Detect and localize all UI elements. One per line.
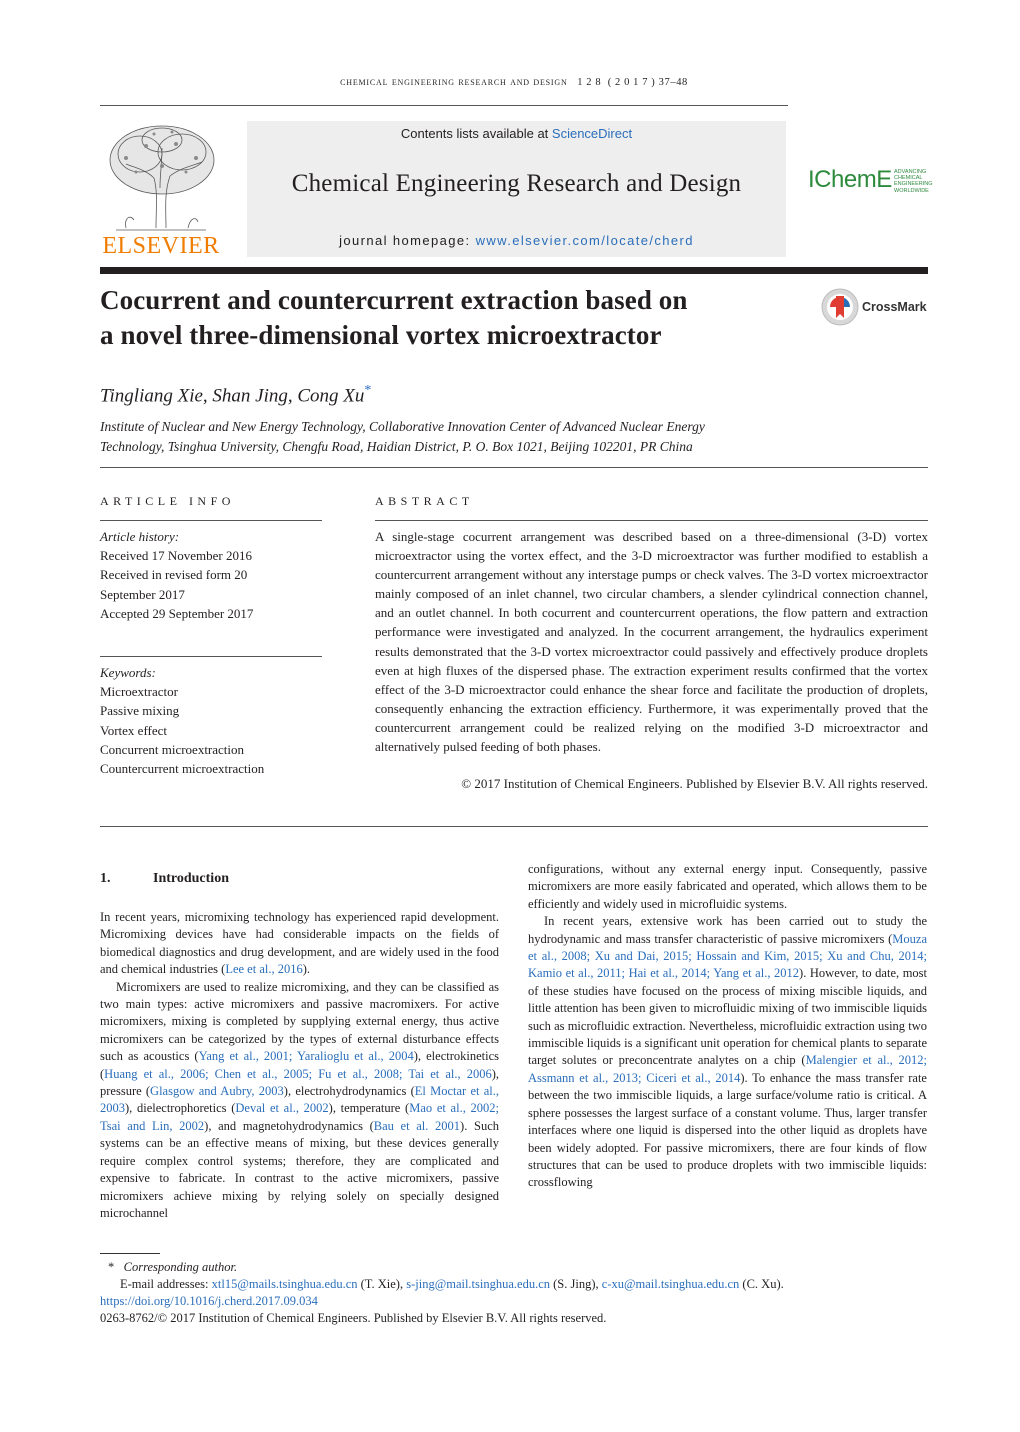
citation-link[interactable]: Deval et al., 2002 <box>235 1101 329 1116</box>
abstract-heading: ABSTRACT <box>375 494 474 508</box>
running-header <box>100 76 928 88</box>
homepage-prefix: journal homepage: <box>339 233 476 248</box>
keyword-item: Countercurrent microextraction <box>100 761 265 777</box>
footnotes <box>100 1259 928 1327</box>
corresponding-author-mark[interactable]: * <box>364 383 372 398</box>
citation-link[interactable]: Lee et al., 2016 <box>225 962 303 977</box>
section-title: Introduction <box>153 871 229 886</box>
keyword-item: Passive mixing <box>100 703 180 719</box>
keyword-item: Concurrent microextraction <box>100 741 245 757</box>
affiliation-line-1: Institute of Nuclear and New Energy Technology, Collaborative Innovation Center of Advanced Nuclear Energy <box>100 419 705 434</box>
crossmark-label[interactable]: CrossMark <box>862 300 927 314</box>
history-entry: Accepted 29 September 2017 <box>100 605 254 621</box>
email-link[interactable]: xtl15@mails.tsinghua.edu.cn <box>211 1277 358 1291</box>
sciencedirect-link[interactable]: ScienceDirect <box>551 126 633 141</box>
keyword-item: Microextractor <box>100 684 178 700</box>
history-entry: Received in revised form 20 <box>100 567 248 583</box>
journal-homepage-link[interactable]: www.elsevier.com/locate/cherd <box>475 233 694 248</box>
masthead-thick-rule <box>100 267 928 274</box>
section-heading-introduction <box>100 871 229 887</box>
article-history <box>100 527 322 623</box>
icheme-logo-text: IChemE <box>808 166 892 193</box>
doi-line <box>100 1293 928 1310</box>
section-number: 1. <box>100 871 111 886</box>
paragraph: Micromixers are used to realize micromixing, and they can be classified as two main types: active micromixers and passive macromixers. For active micromixers, mixing is completed by supplying external energy, thus active micromixers can be categorized by the types of external disturbance effects such as acoustics (Yang et al., 2001; Yaralioglu et al., 2004), electrokinetics (Huang et al., 2006; Chen et al., 2005; Fu et al., 2008; Tai et al., 2006), pressure (Glasgow and Aubry, 2003), electrohydrodynamics (El Moctar et al., 2003), dielectrophoretics (Deval et al., 2002), temperature (Mao et al., 2002; Tsai and Lin, 2002), and magnetohydrodynamics (Bau et al. 2001). Such systems can be an effective means of mixing, but these devices generally require complex control systems; therefore, they are complicated and expensive to fabricate. In contrast to the active micromixers, passive micromixers achieve mixing by relying solely on specially designed microchannel <box>100 979 500 1220</box>
abstract-rule <box>375 520 928 521</box>
running-header-pages: 37–48 <box>658 77 688 88</box>
affiliation-rule <box>100 467 928 468</box>
crossmark-icon[interactable] <box>820 287 860 327</box>
authors-names: Tingliang Xie, Shan Jing, Cong Xu <box>100 385 365 407</box>
issn-line: 0263-8762/© 2017 Institution of Chemical Engineers. Published by Elsevier B.V. All rights reserved. <box>100 1311 607 1325</box>
corresponding-label: Corresponding author. <box>123 1260 238 1274</box>
citation-link[interactable]: Malengier et al., 2012; Assmann et al., 2013; Ciceri et al., 2014 <box>528 1053 927 1085</box>
footnote-star: * <box>108 1260 115 1274</box>
affiliation-line-2: Technology, Tsinghua University, Chengfu Road, Haidian District, P. O. Box 1021, Beijing 102201, PR China <box>100 439 693 454</box>
paragraph: In recent years, micromixing technology has experienced rapid development. Micromixing devices have had considerable impacts on the fields of biomedical diagnostics and drug development, and are widely used in the food and chemical industries (Lee et al., 2016). <box>100 910 499 977</box>
running-header-journal: chemical engineering research and design <box>340 76 568 88</box>
icheme-tagline: ADVANCING CHEMICAL ENGINEERING WORLDWIDE <box>894 169 933 194</box>
citation-link[interactable]: Mouza et al., 2008; Xu and Dai, 2015; Hossain and Kim, 2015; Xu and Chu, 2014; Kamio et al., 2011; Hai et al., 2014; Yang et al., 2012 <box>528 931 927 981</box>
citation-link[interactable]: El Moctar et al., 2003 <box>100 1084 499 1116</box>
citation-link[interactable]: Mao et al., 2002; Tsai and Lin, 2002 <box>100 1101 499 1133</box>
history-entry: Received 17 November 2016 <box>100 548 252 564</box>
publisher-name: ELSEVIER <box>102 233 220 259</box>
article-info-heading: ARTICLE INFO <box>100 494 235 508</box>
article-history-label: Article history: <box>100 529 180 544</box>
footnote-rule <box>100 1253 160 1254</box>
abstract-end-rule <box>100 826 928 827</box>
homepage-line <box>247 233 786 248</box>
running-header-volume: 1 2 8 <box>577 77 602 88</box>
paragraph: In recent years, extensive work has been carried out to study the hydrodynamic and mass transfer characteristic of passive micromixers (Mouza et al., 2008; Xu and Dai, 2015; Hossain and Kim, 2015; Xu and Chu, 2014; Kamio et al., 2011; Hai et al., 2014; Yang et al., 2012). However, to date, most of these studies have focused on the process of mixing miscible liquids, and little attention has been given to microfluidic mixing of two immiscible liquids such as microfluidic extraction. Nevertheless, microfluidic extraction using two immiscible liquids is a significant unit operation for chemical plants to separate target solutes or preconcentrate analytes on a chip (Malengier et al., 2012; Assmann et al., 2013; Ciceri et al., 2014). To enhance the mass transfer rate between the two immiscible liquids, a large surface/volume ratio is critical. A sphere possesses the largest surface of a constant volume. Thus, larger transfer interfaces where one liquid is dispersed into the other liquid as droplets have been widely adopted. For passive micromixers, there are four kinds of flow structures that can be used to produce droplets with two immiscible liquids: crossflowing <box>528 914 928 1190</box>
citation-link[interactable]: Yang et al., 2001; Yaralioglu et al., 2004 <box>198 1049 414 1064</box>
keywords-rule <box>100 656 322 657</box>
body-column-right <box>528 861 927 1192</box>
corresponding-author-note <box>100 1259 928 1276</box>
icheme-logo <box>808 166 933 194</box>
citation-link[interactable]: Bau et al. 2001 <box>373 1118 461 1133</box>
citation-link[interactable]: Huang et al., 2006; Chen et al., 2005; Fu et al., 2008; Tai et al., 2006 <box>104 1066 492 1081</box>
body-column-left <box>100 909 499 1222</box>
keyword-item: Vortex effect <box>100 722 168 738</box>
affiliation <box>100 417 928 457</box>
email-link[interactable]: s-jing@mail.tsinghua.edu.cn <box>406 1277 551 1291</box>
article-title-line-2: a novel three-dimensional vortex microextractor <box>100 320 662 350</box>
paragraph: configurations, without any external energy input. Consequently, passive micromixers are more easily fabricated and operated, which allows them to be efficiently and widely used in microfluidic systems. <box>528 862 927 911</box>
running-header-year: ( 2 0 1 7 ) <box>607 77 656 88</box>
author-list <box>100 383 371 407</box>
email-link[interactable]: c-xu@mail.tsinghua.edu.cn <box>601 1277 740 1291</box>
keywords <box>100 663 322 778</box>
abstract-text: A single-stage cocurrent arrangement was described based on a three-dimensional (3-D) vortex microextractor using the vortex effect, and the 3-D microextractor was further modified to establish a countercurrent arrangement without any interstage pumps or check valves. The 3-D vortex microextractor mainly composed of an inlet channel, two circular chambers, a slender cylindrical connection channel, and an outlet channel. In both cocurrent and countercurrent operations, the flow pattern and extraction performance were investigated and analyzed. In the cocurrent arrangement, the hydraulics experiment results demonstrated that the 3-D vortex microextractor could passively and effectively produce droplets even at high fluxes of the dispersed phase. The extraction experiment results confirmed that the vortex effect of the 3-D microextractor could enhance the shear force and facilitate the production of droplets, consequently enhancing the extraction efficiency. Furthermore, it was experimentally proved that the countercurrent arrangement could be realized relying on the modified 3-D microextractor and alternatively pulsed feeding of both phases. <box>375 529 928 755</box>
email-addresses: E-mail addresses: xtl15@mails.tsinghua.edu.cn (T. Xie), s-jing@mail.tsinghua.edu.cn (S. Jing), c-xu@mail.tsinghua.edu.cn (C. Xu). <box>120 1277 784 1291</box>
article-title-line-1: Cocurrent and countercurrent extraction based on <box>100 285 688 315</box>
contents-line <box>247 126 786 141</box>
contents-prefix: Contents lists available at <box>400 126 552 141</box>
journal-title: Chemical Engineering Research and Design <box>291 170 742 197</box>
citation-link[interactable]: Glasgow and Aubry, 2003 <box>150 1084 284 1099</box>
article-info-rule <box>100 520 322 521</box>
doi-link[interactable]: https://doi.org/10.1016/j.cherd.2017.09.034 <box>100 1294 318 1308</box>
article-title <box>100 283 800 353</box>
header-rule <box>100 105 788 106</box>
history-entry: September 2017 <box>100 586 185 602</box>
abstract-copyright: © 2017 Institution of Chemical Engineers. Published by Elsevier B.V. All rights reserved. <box>461 776 928 791</box>
keywords-label: Keywords: <box>100 665 156 680</box>
